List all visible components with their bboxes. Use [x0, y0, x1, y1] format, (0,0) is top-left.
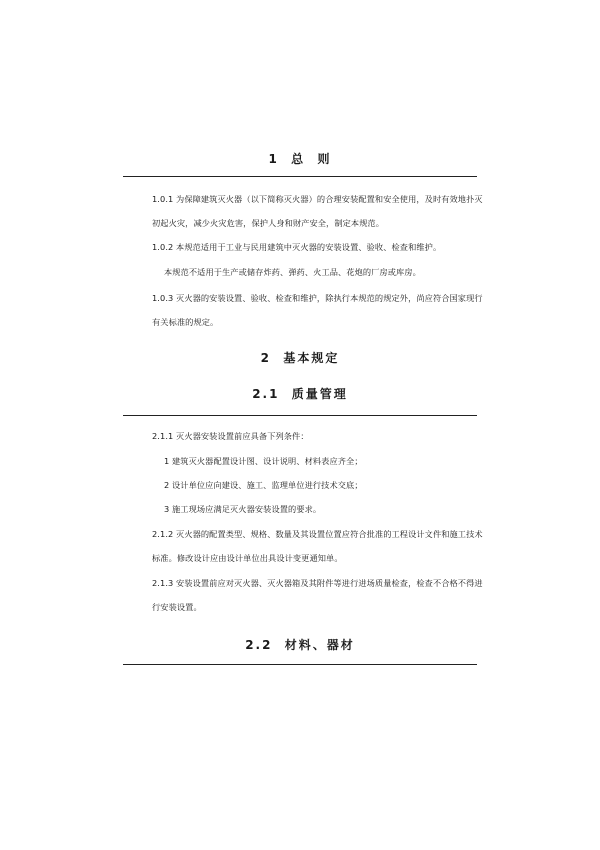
section-2-1-rule [123, 415, 477, 416]
clause-1-0-2-note: 本规范不适用于生产或储存炸药、弹药、火工品、花炮的厂房或库房。 [164, 267, 421, 277]
clause-1-0-3-line-1: 1.0.3 灭火器的安装设置、验收、检查和维护，除执行本规范的规定外，尚应符合国家现行 [152, 293, 483, 303]
clause-2-1-3-line-1: 2.1.3 安装设置前应对灭火器、灭火器箱及其附件等进行进场质量检查，检查不合格不得进 [152, 578, 483, 588]
clause-2-1-2-line-1: 2.1.2 灭火器的配置类型、规格、数量及其设置位置应符合批准的工程设计文件和施工技术 [152, 529, 483, 539]
chapter-1-rule [123, 176, 477, 177]
clause-2-1-1: 2.1.1 灭火器安装设置前应具备下列条件： [152, 431, 309, 441]
clause-2-1-1-item-3: 3 施工现场应满足灭火器安装设置的要求。 [164, 504, 322, 514]
clause-2-1-1-item-1: 1 建筑灭火器配置设计图、设计说明、材料表应齐全； [164, 456, 363, 466]
section-2-2-rule [123, 664, 477, 665]
clause-1-0-3-line-2: 有关标准的规定。 [152, 317, 219, 327]
clause-2-1-1-item-2: 2 设计单位应向建设、施工、监理单位进行技术交底； [164, 480, 363, 490]
clause-1-0-2: 1.0.2 本规范适用于工业与民用建筑中灭火器的安装设置、验收、检查和维护。 [152, 242, 442, 252]
chapter-1-title: 1 总 则 [268, 152, 332, 166]
clause-2-1-2-line-2: 标准。修改设计应由设计单位出具设计变更通知单。 [152, 553, 343, 563]
clause-2-1-3-line-2: 行安装设置。 [152, 602, 202, 612]
section-2-1-title: 2.1 质量管理 [252, 387, 348, 401]
clause-1-0-1-line-1: 1.0.1 为保障建筑灭火器（以下简称灭火器）的合理安装配置和安全使用，及时有效地扑灭 [152, 194, 483, 204]
chapter-2-title: 2 基本规定 [260, 351, 340, 365]
clause-1-0-1-line-2: 初起火灾，减少火灾危害，保护人身和财产安全，制定本规范。 [152, 218, 385, 228]
section-2-2-title: 2.2 材料、器材 [245, 638, 355, 652]
